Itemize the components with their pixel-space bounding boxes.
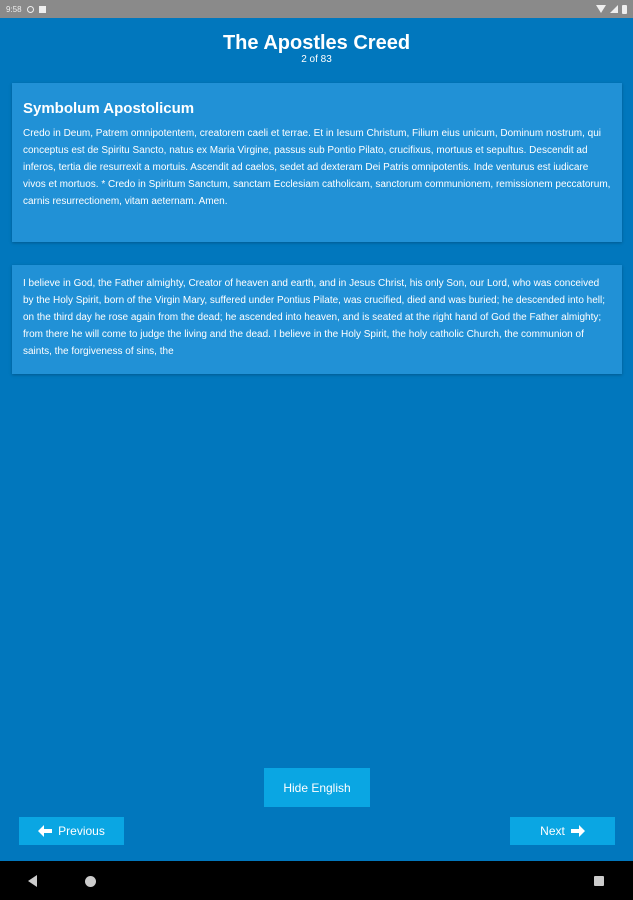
page-title: The Apostles Creed [222, 32, 411, 54]
page-indicator: 2 of 83 [301, 54, 332, 65]
previous-button[interactable] [19, 817, 124, 845]
notification-square-icon [39, 6, 46, 13]
hide-english-label: Hide English [283, 780, 351, 795]
next-button[interactable] [510, 817, 615, 845]
recent-apps-icon[interactable] [594, 876, 604, 886]
arrow-left-icon [38, 825, 52, 837]
notification-icon [27, 6, 34, 13]
status-bar [0, 0, 633, 18]
arrow-right-icon [571, 825, 585, 837]
english-text: I believe in God, the Father almighty, Creator of heaven and earth, and in Jesus Christ, his only Son, our Lord, who was conceived by the Holy Spirit, born of the Virgin Mary, suffered under Pontius Pilate, was crucified, died and was buried; he descended into hell; on the third day he rose again from the dead; he ascended into heaven, and is seated at the right hand of God the Father almighty; from there he will come to judge the living and the dead. I believe in the Holy Spirit, the holy catholic Church, the communion of saints, the forgiveness of sins, the [23, 278, 605, 357]
wifi-icon [596, 5, 606, 13]
signal-icon [610, 5, 618, 13]
back-icon[interactable] [28, 875, 37, 887]
previous-label: Previous [58, 824, 105, 838]
hide-english-button[interactable] [264, 768, 370, 807]
latin-card [12, 83, 622, 242]
latin-heading: Symbolum Apostolicum [23, 100, 195, 117]
status-left [6, 5, 46, 14]
next-label: Next [540, 824, 565, 838]
system-nav-bar [0, 861, 633, 900]
latin-text: Credo in Deum, Patrem omnipotentem, creatorem caeli et terrae. Et in Iesum Christum, Filium eius unicum, Dominum nostrum, qui conceptus est de Spiritu Sancto, natus ex Maria Virgine, passus sub Pontio Pilato, crucifixus, mortuus et sepultus. Descendit ad inferos, tertia die resurrexit a mortuis. Ascendit ad caelos, sedet ad dexteram Dei Patris omnipotentis. Inde venturus est iudicare vivos et mortuos. * Credo in Spiritum Sanctum, sanctam Ecclesiam catholicam, sanctorum communionem, remissionem peccatorum, carnis resurrectionem, vitam aeternam. Amen. [23, 128, 611, 207]
english-card[interactable] [12, 265, 622, 374]
home-icon[interactable] [85, 876, 96, 887]
status-time: 9:58 [6, 4, 22, 14]
header [0, 18, 633, 82]
status-right [596, 5, 627, 14]
battery-icon [622, 5, 627, 14]
